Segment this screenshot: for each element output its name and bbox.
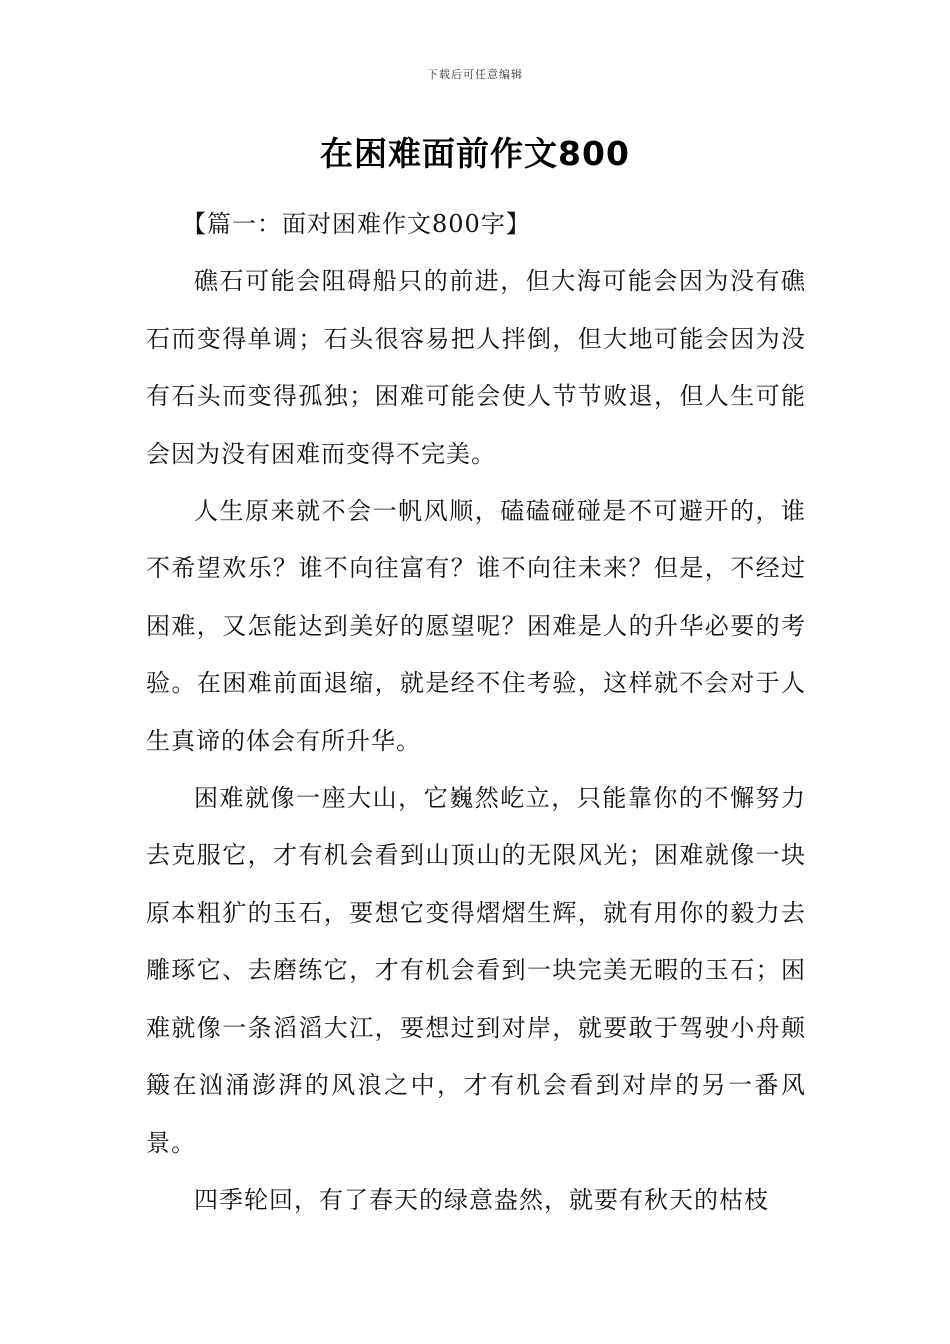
paragraph: 四季轮回，有了春天的绿意盎然，就要有秋天的枯枝 (194, 1185, 769, 1214)
page-title: 在困难面前作文800 (320, 134, 630, 173)
paragraph: 人生原来就不会一帆风顺，磕磕碰碰是不可避开的，谁不希望欢乐？谁不向往富有？谁不向往未来？但是，不经过困难，又怎能达到美好的愿望呢？困难是人的升华必要的考验。在困难前面退缩，就是经不住考验，这样就不会对于人生真谛的体会有所升华。 (146, 497, 806, 755)
paragraph: 困难就像一座大山，它巍然屹立，只能靠你的不懈努力去克服它，才有机会看到山顶山的无限风光；困难就像一块原本粗犷的玉石，要想它变得熠熠生辉，就有用你的毅力去雕琢它、去磨练它，才有机会看到一块完美无暇的玉石；困难就像一条滔滔大江，要想过到对岸，就要敢于驾驶小舟颠簸在汹涌澎湃的风浪之中，才有机会看到对岸的另一番风景。 (146, 784, 806, 1157)
paragraph: 礁石可能会阻碍船只的前进，但大海可能会因为没有礁石而变得单调；石头很容易把人拌倒，但大地可能会因为没有石头而变得孤独；困难可能会使人节节败退，但人生可能会因为没有困难而变得不完美。 (146, 267, 806, 468)
header-note: 下载后可任意编辑 (427, 68, 523, 81)
section-subheading: 【篇一：面对困难作文800字】 (182, 210, 531, 238)
article-body (146, 196, 806, 1229)
